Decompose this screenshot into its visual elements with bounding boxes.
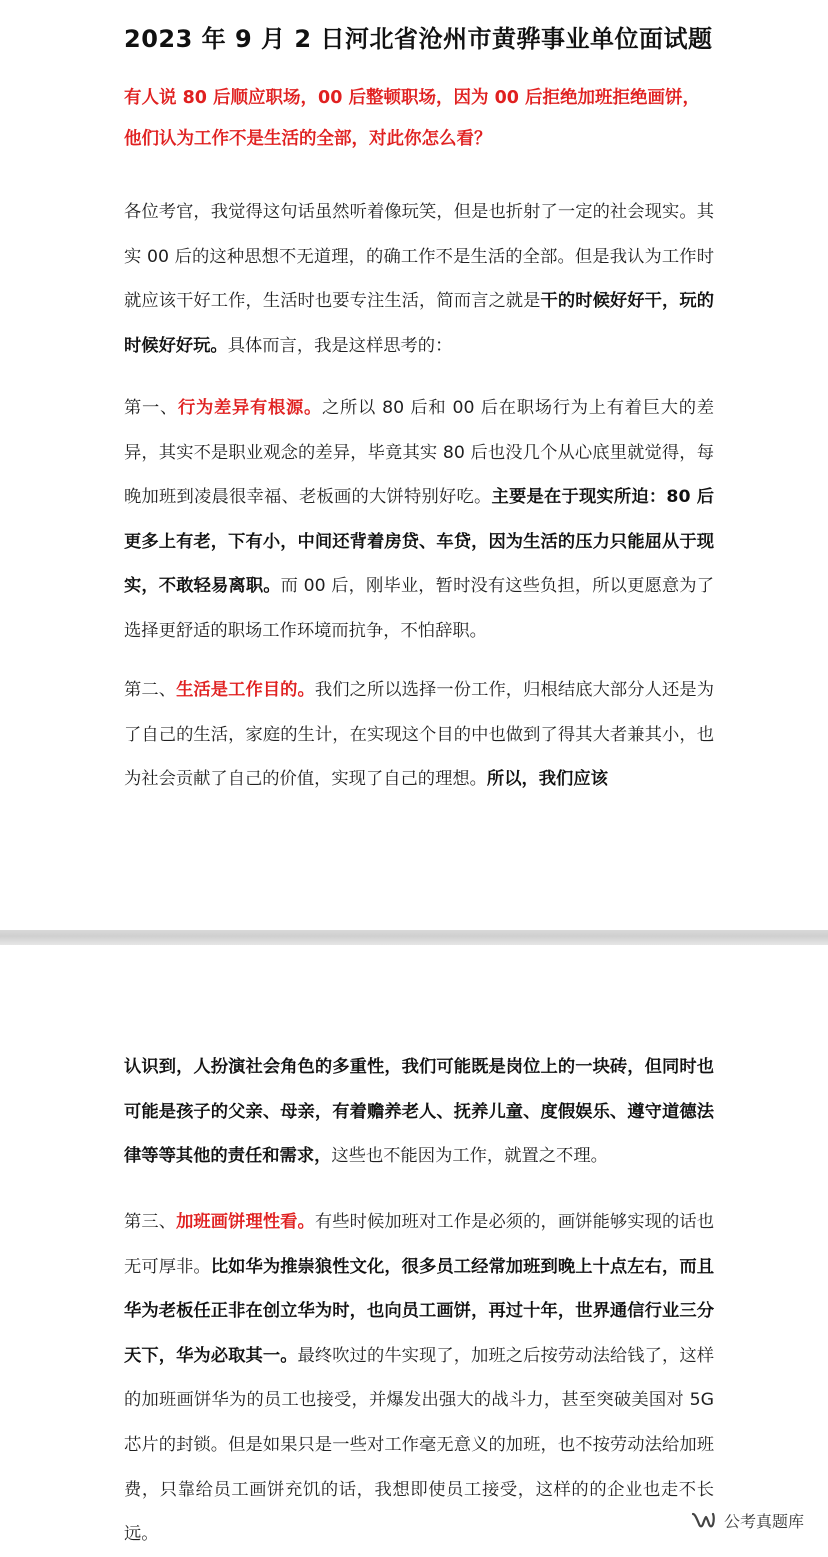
point-3-heading: 加班画饼理性看。	[176, 1212, 315, 1232]
page-separator	[0, 930, 828, 945]
intro-paragraph	[124, 190, 714, 368]
point-2-heading: 生活是工作目的。	[176, 680, 315, 700]
point-3-paragraph	[124, 1200, 714, 1557]
page-title: 2023 年 9 月 2 日河北省沧州市黄骅事业单位面试题	[124, 25, 713, 53]
point-2-paragraph	[124, 668, 714, 802]
wechat-channel-icon	[690, 1510, 716, 1532]
intro-bold: 干的时候好好干，玩的时候好好玩。	[124, 291, 714, 356]
intro-text-2: 具体而言，我是这样思考的：	[227, 335, 453, 356]
point-2-text-1: 我们之所以选择一份工作，归根结底大部分人还是为了自己的生活，家庭的生计，在实现这个目的中也做到了得其大者兼其小，也为社会贡献了自己的价值，实现了自己的理想。	[124, 680, 714, 790]
point-3-text-2: 最终吹过的牛实现了，加班之后按劳动法给钱了，这样的加班画饼华为的员工也接受，并爆发出强大的战斗力，甚至突破美国对 5G 芯片的封锁。但是如果只是一些对工作毫无意义的加班，也不按劳动法给加班费，只靠给员工画饼充饥的话，我想即使员工接受，这样的的企业也走不长远。	[124, 1345, 714, 1545]
point-1-heading: 行为差异有根源。	[178, 398, 322, 418]
document-page-2	[0, 945, 828, 1554]
point-3-prefix: 第三、	[124, 1212, 177, 1232]
point-1-bold: 主要是在于现实所迫：80 后更多上有老，下有小，中间还背着房贷、车贷，因为生活的压力只能屈从于现实，不敢轻易离职。	[124, 487, 714, 597]
point-1-paragraph	[124, 386, 714, 654]
point-1-text-2: 而 00 后，刚毕业，暂时没有这些负担，所以更愿意为了选择更舒适的职场工作环境而抗争，不怕辞职。	[124, 576, 714, 641]
point-2-bold: 所以，我们应该	[486, 769, 608, 790]
continued-paragraph	[124, 1045, 714, 1179]
interview-question: 有人说 80 后顺应职场，00 后整顿职场，因为 00 后拒绝加班拒绝画饼，他们认为工作不是生活的全部，对此你怎么看？	[124, 88, 701, 149]
point-1-text-1: 之所以 80 后和 00 后在职场行为上有着巨大的差异，其实不是职业观念的差异，毕竟其实 80 后也没几个从心底里就觉得，每晚加班到凌晨很幸福、老板画的大饼特别好吃。	[124, 398, 714, 508]
point-2-prefix: 第二、	[124, 680, 177, 700]
intro-text-1: 各位考官，我觉得这句话虽然听着像玩笑，但是也折射了一定的社会现实。其实 00 后的这种思想不无道理，的确工作不是生活的全部。但是我认为工作时就应该干好工作，生活时也要专注生活，简而言之就是	[124, 202, 714, 312]
point-1-prefix: 第一、	[124, 398, 178, 418]
watermark-text: 公考真题库	[723, 1512, 804, 1531]
continued-bold: 认识到，人扮演社会角色的多重性，我们可能既是岗位上的一块砖，但同时也可能是孩子的父亲、母亲，有着赡养老人、抚养儿童、度假娱乐、遵守道德法律等等其他的责任和需求，	[124, 1057, 714, 1167]
continued-text: 这些也不能因为工作，就置之不理。	[331, 1146, 608, 1167]
watermark	[690, 1509, 804, 1532]
point-3-text-1: 有些时候加班对工作是必须的，画饼能够实现的话也无可厚非。	[124, 1212, 714, 1277]
point-3-bold: 比如华为推崇狼性文化，很多员工经常加班到晚上十点左右，而且华为老板任正非在创立华为时，也向员工画饼，再过十年，世界通信行业三分天下，华为必取其一。	[124, 1256, 714, 1366]
